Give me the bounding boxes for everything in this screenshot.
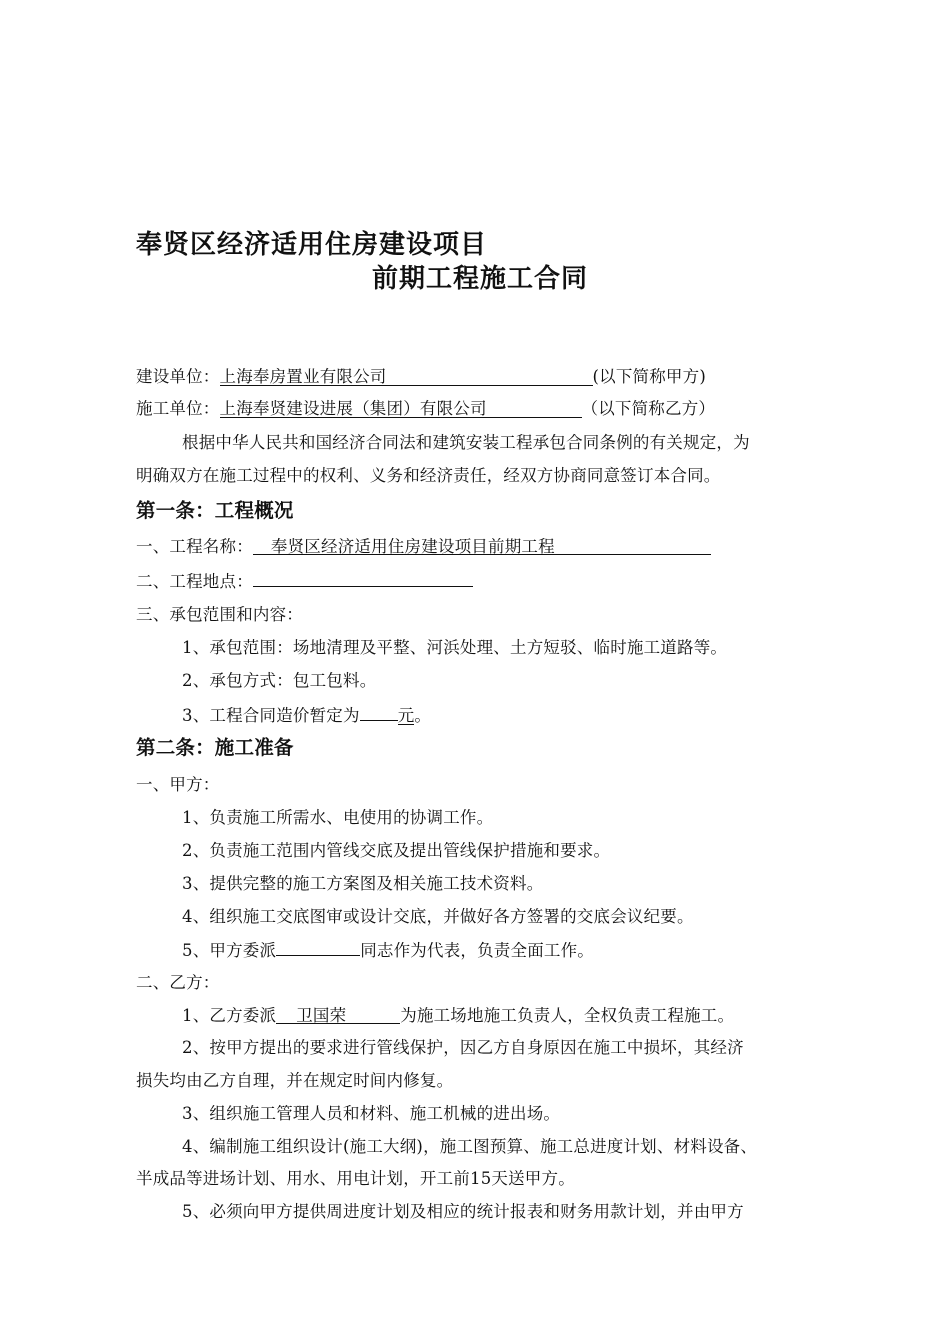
party-a-name-field xyxy=(220,366,593,386)
party-a-suffix: (以下简称甲方) xyxy=(592,367,706,386)
party-b-item-1 xyxy=(182,1005,734,1027)
party-a-label: 建设单位： xyxy=(136,367,220,386)
scope-item-1: 1、承包范围：场地清理及平整、河浜处理、土方短驳、临时施工道路等。 xyxy=(182,638,728,657)
title-line-2: 前期工程施工合同 xyxy=(372,264,589,294)
party-a-item-5 xyxy=(182,939,594,962)
project-name-field xyxy=(253,536,711,555)
article-2-heading: 第二条：施工准备 xyxy=(136,736,294,759)
party-b-item-2-line-2: 损失均由乙方自理，并在规定时间内修复。 xyxy=(136,1071,454,1090)
party-a-item-5-prefix: 5、甲方委派 xyxy=(182,941,277,960)
party-a-item-3: 3、提供完整的施工方案图及相关施工技术资料。 xyxy=(182,874,544,893)
party-b-item-1-suffix: 为施工场地施工负责人，全权负责工程施工。 xyxy=(400,1006,735,1025)
scope-label: 三、承包范围和内容： xyxy=(136,605,303,624)
party-a-item-2: 2、负责施工范围内管线交底及提出管线保护措施和要求。 xyxy=(182,841,611,860)
party-b-item-4-line-2: 半成品等进场计划、用水、用电计划，开工前15天送甲方。 xyxy=(136,1169,575,1188)
party-b-duties-label: 二、乙方： xyxy=(136,973,220,992)
intro-line-2: 明确双方在施工过程中的权利、义务和经济责任，经双方协商同意签订本合同。 xyxy=(136,466,721,485)
party-a-name: 上海奉房置业有限公司 xyxy=(219,367,387,386)
contract-price-unit: 元 xyxy=(397,706,415,725)
article-1-heading: 第一条：工程概况 xyxy=(136,499,294,522)
party-b-item-2-line-1: 2、按甲方提出的要求进行管线保护，因乙方自身原因在施工中损坏，其经济 xyxy=(182,1038,744,1057)
intro-line-1: 根据中华人民共和国经济合同法和建筑安装工程承包合同条例的有关规定，为 xyxy=(182,433,750,452)
party-a-item-1: 1、负责施工所需水、电使用的协调工作。 xyxy=(182,808,494,827)
party-a-item-5-suffix: 同志作为代表，负责全面工作。 xyxy=(360,941,595,960)
project-name-value: 奉贤区经济适用住房建设项目前期工程 xyxy=(270,537,555,556)
party-b-label: 施工单位： xyxy=(136,399,220,418)
project-location-line xyxy=(136,570,473,593)
scope-item-2: 2、承包方式：包工包料。 xyxy=(182,671,377,690)
project-name-line xyxy=(136,536,711,558)
party-b-item-5-line-1: 5、必须向甲方提供周进度计划及相应的统计报表和财务用款计划，并由甲方 xyxy=(182,1202,744,1221)
party-b-line xyxy=(136,398,715,420)
site-manager-name: 卫国荣 xyxy=(296,1006,347,1025)
scope-item-3 xyxy=(182,704,431,727)
contract-price-blank xyxy=(360,704,398,721)
party-b-item-3: 3、组织施工管理人员和材料、施工机械的进出场。 xyxy=(182,1104,561,1123)
party-a-line xyxy=(136,366,706,388)
scope-item-3-prefix: 3、工程合同造价暂定为 xyxy=(182,706,360,725)
site-manager-field xyxy=(276,1005,400,1024)
party-a-item-4: 4、组织施工交底图审或设计交底，并做好各方签署的交底会议纪要。 xyxy=(182,907,694,926)
representative-blank xyxy=(276,939,360,956)
project-name-label: 一、工程名称： xyxy=(136,537,253,556)
scope-item-3-end: 。 xyxy=(414,706,432,725)
party-b-name-field xyxy=(220,398,582,418)
party-b-suffix: （以下简称乙方） xyxy=(581,399,716,418)
party-b-item-4-line-1: 4、编制施工组织设计(施工大纲)，施工图预算、施工总进度计划、材料设备、 xyxy=(182,1137,758,1156)
project-location-label: 二、工程地点： xyxy=(136,572,253,591)
title-line-1: 奉贤区经济适用住房建设项目 xyxy=(136,230,488,260)
party-b-name: 上海奉贤建设进展（集团）有限公司 xyxy=(219,399,487,418)
party-a-duties-label: 一、甲方： xyxy=(136,775,220,794)
party-b-item-1-prefix: 1、乙方委派 xyxy=(182,1006,277,1025)
project-location-blank xyxy=(253,570,473,587)
